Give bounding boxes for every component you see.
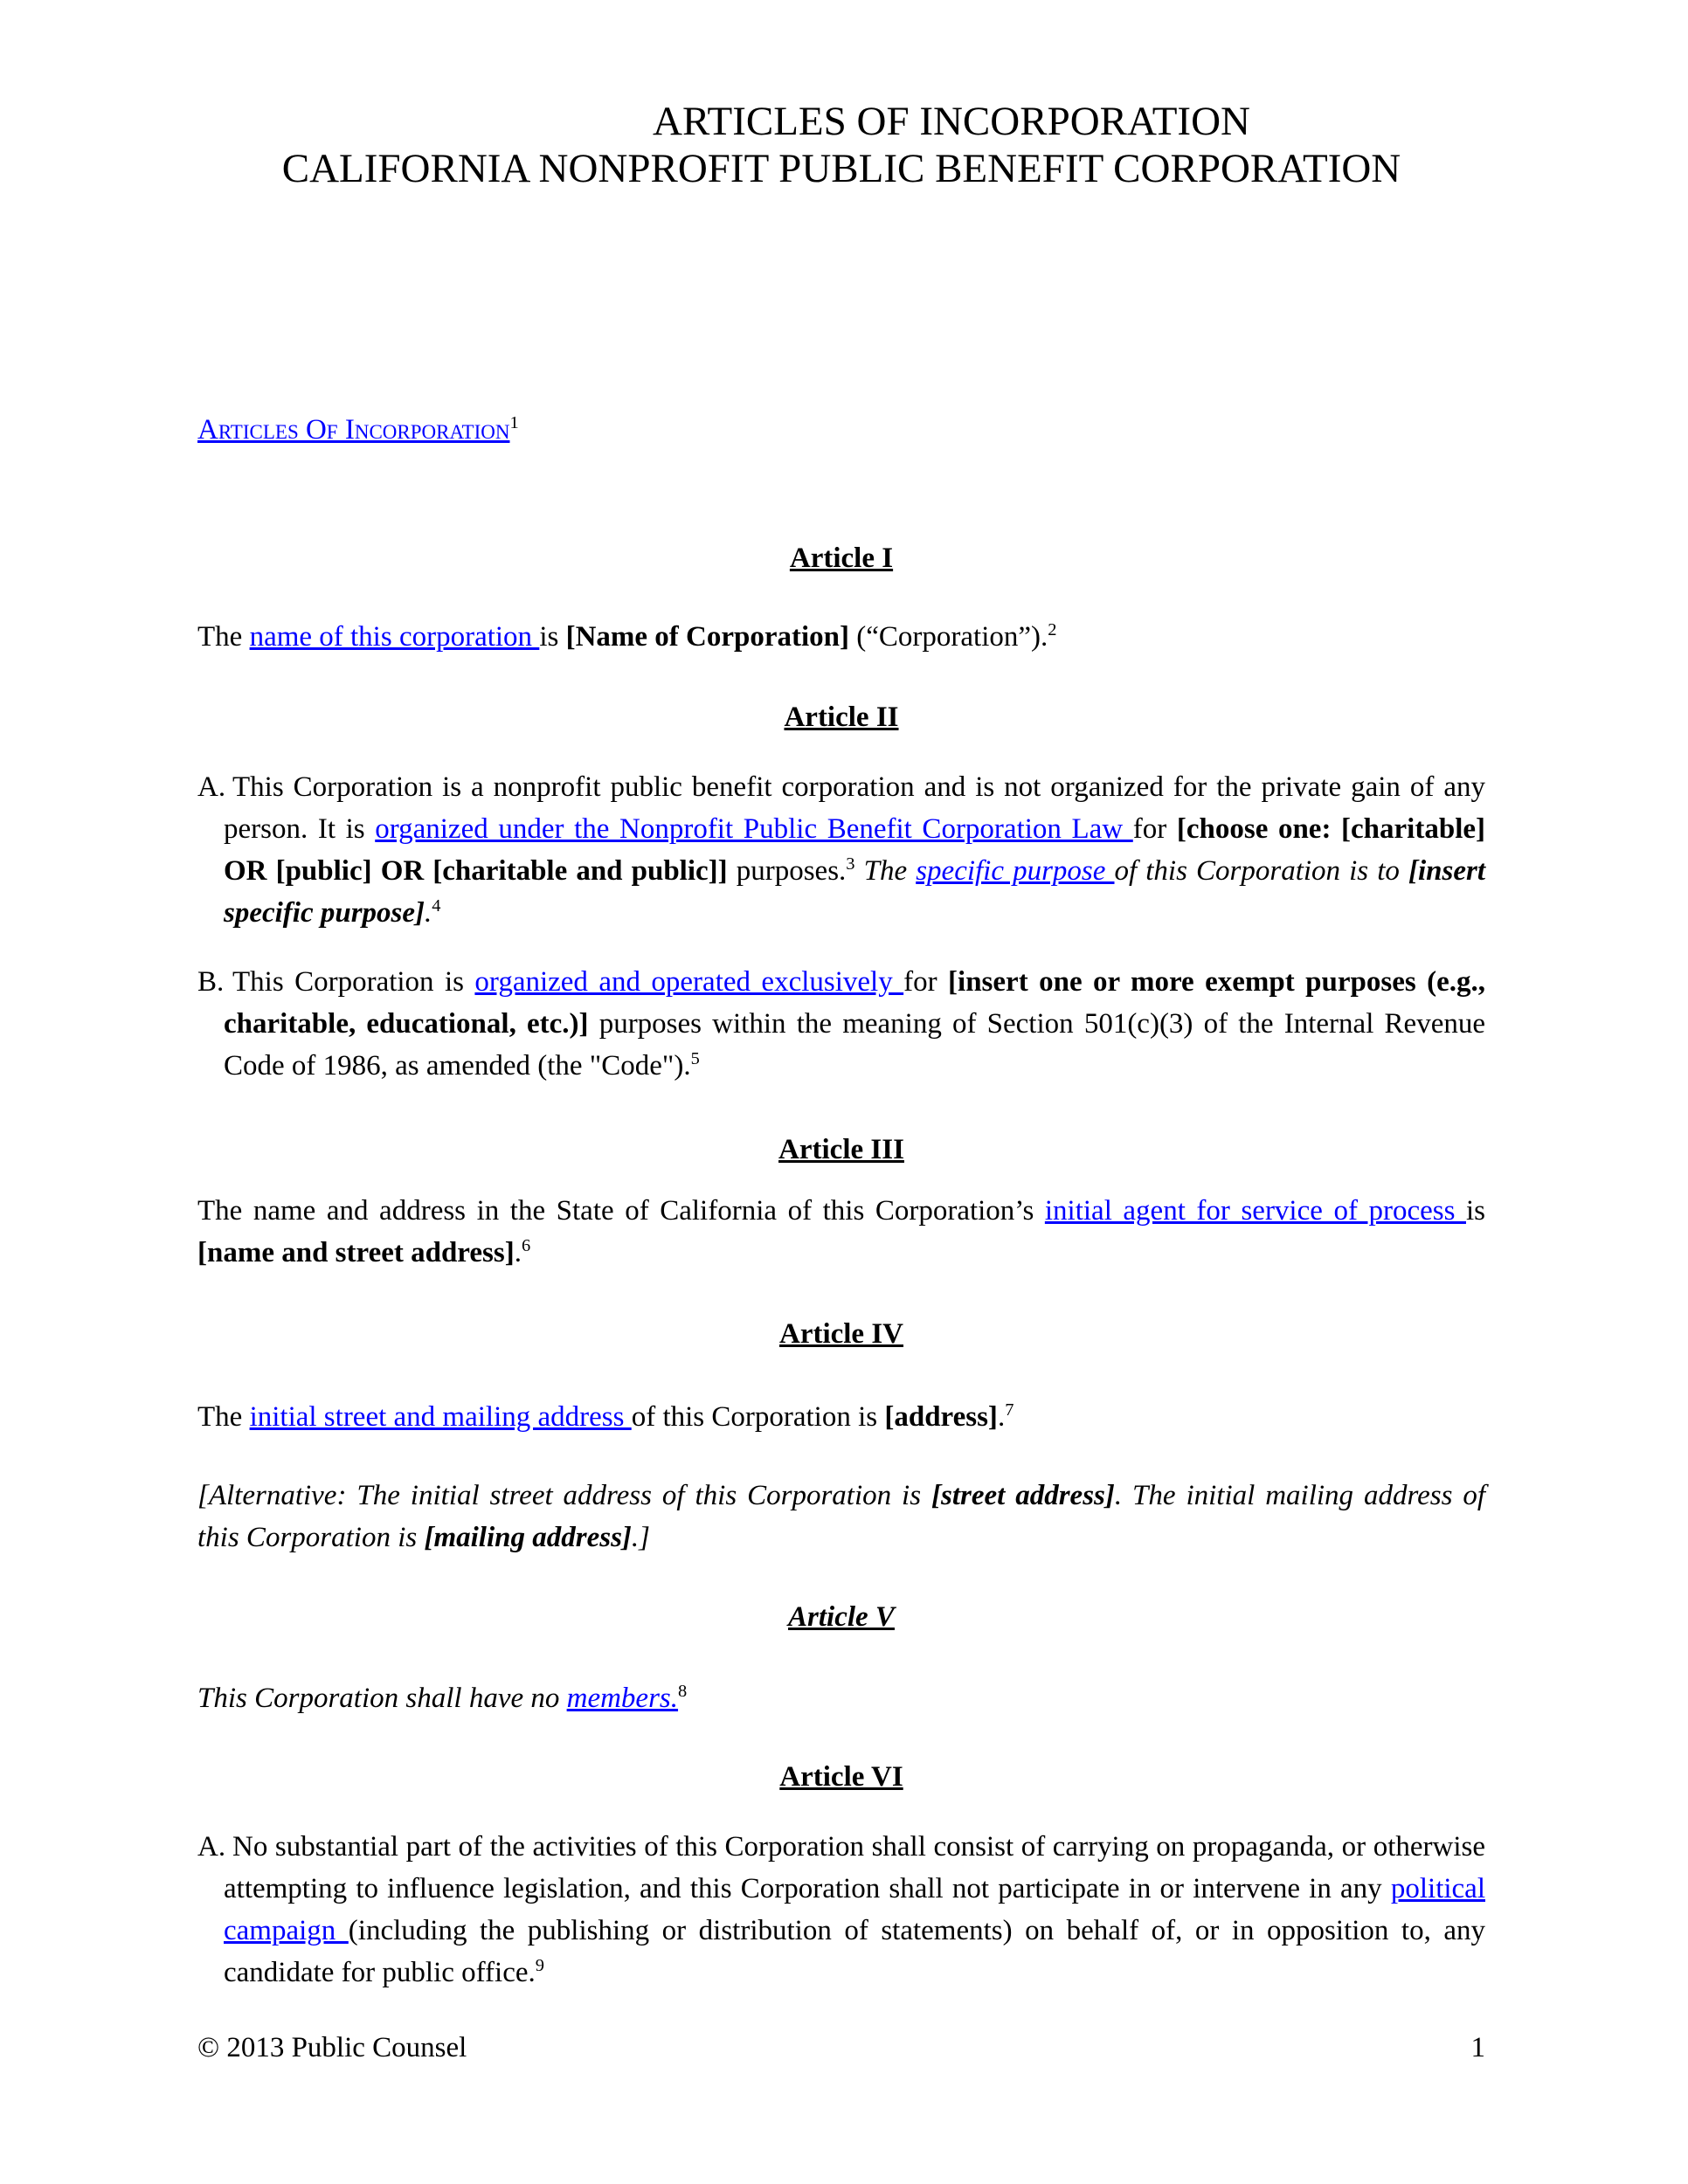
text-run: of this Corporation is (631, 1401, 885, 1433)
article-4-paragraph (197, 1396, 1485, 1438)
page-footer (197, 2027, 1485, 2069)
text-run (855, 855, 864, 887)
text-run: [insert specific purpose] (224, 855, 1486, 929)
article-1-paragraph (197, 616, 1485, 658)
article-3-heading (197, 1129, 1485, 1171)
hyperlink[interactable]: name of this corporation (249, 621, 540, 653)
article-4-alternative-paragraph (197, 1475, 1485, 1559)
list-marker-a: A. (197, 771, 226, 803)
article-2-item-a (197, 766, 1485, 934)
article-2-item-b (197, 961, 1485, 1087)
text-run: .] (631, 1522, 651, 1553)
footnote-ref: 7 (1005, 1400, 1014, 1420)
article-2-heading (197, 696, 1485, 738)
text-run: [choose one: [charitable] OR [public] OR [charitable and public]] (224, 813, 1485, 887)
hyperlink[interactable]: initial agent for service of process (1044, 1195, 1466, 1227)
text-run: . (425, 897, 432, 929)
footnote-ref: 5 (690, 1049, 700, 1068)
text-run: [name and street address] (197, 1237, 515, 1268)
hyperlink[interactable]: political campaign (224, 1873, 1485, 1946)
document-content (197, 0, 1485, 1994)
article-1-heading-text: Article I (789, 543, 894, 574)
text-run: [Name of Corporation] (565, 621, 850, 653)
text-run: (“Corporation”). (849, 621, 1048, 653)
article-2-item-b-text (197, 961, 1485, 1087)
articles-of-incorporation-link-line (197, 409, 1485, 451)
hyperlink[interactable]: organized and operated exclusively (474, 966, 904, 998)
footnote-ref: 9 (535, 1956, 544, 1975)
footnote-ref: 1 (509, 413, 519, 432)
hyperlink[interactable]: specific purpose (916, 855, 1115, 887)
footnote-ref: 2 (1048, 620, 1057, 639)
text-run: The (863, 855, 917, 887)
text-run: . (997, 1401, 1006, 1433)
footer-copyright: © 2013 Public Counsel (197, 2032, 467, 2063)
footer-page-number: 1 (1470, 2032, 1485, 2063)
article-4-heading (197, 1313, 1485, 1355)
text-run: [street address] (930, 1480, 1115, 1511)
text-run: [address] (884, 1401, 998, 1433)
article-2-heading-text: Article II (784, 702, 899, 733)
article-6-item-a (197, 1826, 1485, 1994)
text-run: purposes within the meaning of Section 501(c)(3) of the Internal Revenue Code of 1986, as amended (the "Code"). (224, 1008, 1485, 1082)
footnote-ref: 3 (846, 854, 855, 874)
text-run: [insert one or more exempt purposes (e.g., charitable, educational, etc.)] (224, 966, 1485, 1040)
hyperlink[interactable]: Articles Of Incorporation (197, 414, 510, 446)
text-run: This Corporation is a nonprofit public benefit corporation and is not organized for the private gain of any person. It is (224, 771, 1485, 845)
article-3-paragraph (197, 1190, 1485, 1274)
document-title (197, 0, 1485, 192)
text-run: for (1132, 813, 1177, 845)
text-run: is (539, 621, 566, 653)
title-line-1: ARTICLES OF INCORPORATION (653, 99, 1250, 144)
article-6-item-a-text (197, 1826, 1485, 1994)
text-run: is (1466, 1195, 1486, 1227)
footnote-ref: 6 (521, 1236, 531, 1255)
article-6-heading (197, 1756, 1485, 1798)
article-1-heading (197, 537, 1485, 579)
text-run: for (903, 966, 949, 998)
text-run: purposes. (727, 855, 847, 887)
text-run: . The initial mailing address of this Corporation is (197, 1480, 1486, 1553)
list-marker-b: B. (197, 966, 225, 998)
article-2-item-a-text (197, 766, 1485, 934)
hyperlink[interactable]: members. (566, 1683, 679, 1714)
footnote-ref: 8 (678, 1682, 688, 1701)
hyperlink[interactable]: initial street and mailing address (249, 1401, 632, 1433)
list-marker-a: A. (197, 1831, 226, 1863)
article-5-heading-text: Article V (788, 1601, 895, 1633)
text-run: [Alternative: The initial street address of this Corporation is (197, 1480, 931, 1511)
text-run: of this Corporation is to (1114, 855, 1408, 887)
article-5-paragraph (197, 1677, 1485, 1719)
footnote-ref: 4 (432, 896, 441, 916)
article-5-heading (197, 1596, 1485, 1638)
text-run: . (514, 1237, 522, 1268)
text-run: The name and address in the State of California of this Corporation’s (197, 1195, 1045, 1227)
text-run: No substantial part of the activities of this Corporation shall consist of carrying on propaganda, or otherwise attempting to influence legislation, and this Corporation shall not participate in or intervene in any (224, 1831, 1485, 1904)
article-4-heading-text: Article IV (778, 1318, 904, 1350)
text-run: The (197, 1401, 250, 1433)
article-3-heading-text: Article III (778, 1134, 904, 1165)
title-line-2: CALIFORNIA NONPROFIT PUBLIC BENEFIT CORPORATION (281, 146, 1401, 191)
text-run: The (197, 621, 250, 653)
article-6-heading-text: Article VI (779, 1761, 903, 1793)
text-run: This Corporation is (232, 966, 475, 998)
hyperlink[interactable]: organized under the Nonprofit Public Benefit Corporation Law (375, 813, 1133, 845)
text-run: [mailing address] (424, 1522, 632, 1553)
text-run: (including the publishing or distribution of statements) on behalf of, or in opposition to, any candidate for public office. (224, 1915, 1485, 1988)
text-run: This Corporation shall have no (197, 1683, 567, 1714)
